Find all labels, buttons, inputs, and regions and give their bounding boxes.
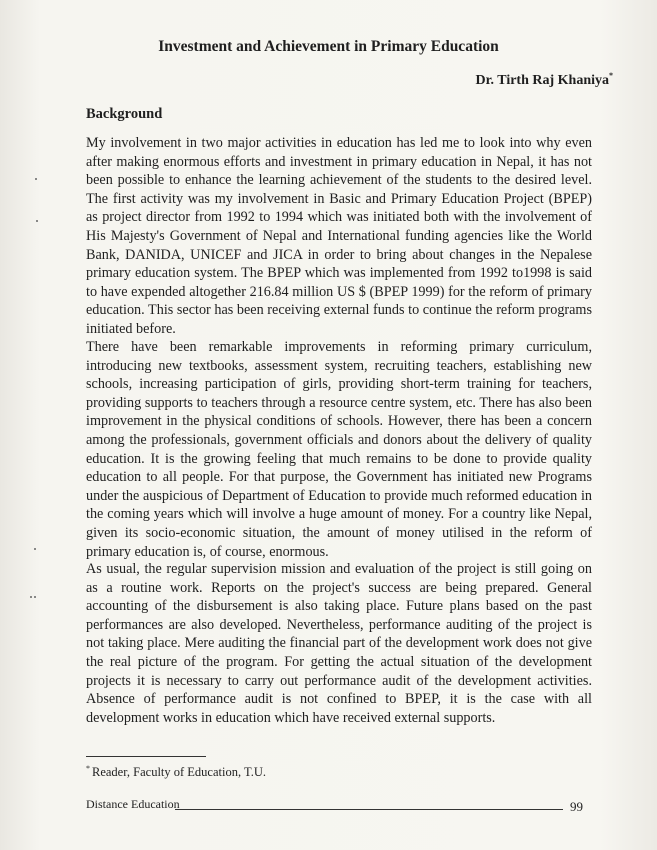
scan-speck xyxy=(34,548,36,550)
footnote-text: Reader, Faculty of Education, T.U. xyxy=(92,765,266,779)
paragraph-1: My involvement in two major activities in education has led me to look into why even after making enormous efforts and investment in primary education in Nepal, it has not been possible to enhance the learning achievement of the students to the desired level. The first activity was my involvement in Basic and Primary Education Project (BPEP) as project director from 1992 to 1994 which was initiated both with the involvement of His Majesty's Government of Nepal and International funding agencies like the World Bank, DANIDA, UNICEF and JICA in order to bring about changes in the Nepalese primary education system. The BPEP which was implemented from 1992 to1998 is said to have expended altogether 216.84 million US $ (BPEP 1999) for the reform of primary education. This sector has been receiving external funds to continue the reform programs initiated before. xyxy=(86,135,592,337)
author-name xyxy=(475,71,613,89)
footnote-mark: * xyxy=(86,764,90,773)
scan-speck xyxy=(35,178,37,180)
paragraph-2: There have been remarkable improvements in reforming primary curriculum, introducing new textbooks, assessment system, recruiting teachers, establishing new schools, increasing participation of girls, providing short-term training for teachers, providing supports to teachers through a resource centre system, etc. There has also been improvement in the physical conditions of schools. However, there has been a concern among the professionals, government officials and donors about the delivery of quality education. It is the growing feeling that much remains to be done to provide quality education to all people. For that purpose, the Government has initiated new Programs under the auspicious of Department of Education to provide much reformed education in the coming years which will involve a huge amount of money. For a country like Nepal, given its socio-economic situation, the amount of money utilised in the reform of primary education is, of course, enormous. xyxy=(86,339,592,560)
footnote-rule xyxy=(86,756,206,757)
footnote xyxy=(86,764,266,780)
section-heading: Background xyxy=(86,106,163,122)
scan-speck xyxy=(36,220,38,222)
author-name-text: Dr. Tirth Raj Khaniya xyxy=(475,73,609,88)
paragraph-3: As usual, the regular supervision mission and evaluation of the project is still going on as a routine work. Reports on the project's success are being prepared. General accounting of the disbursement is also taking place. Future plans based on the past performances are also developed. Nevertheless, performance auditing of the project is not taking place. Mere auditing the financial part of the development work does not give the real picture of the program. For getting the actual situation of the development projects it is necessary to carry out performance audit of the development activities. Absence of performance audit is not confined to BPEP, it is the case with all development works in education which have received external supports. xyxy=(86,561,592,726)
author-footnote-mark: * xyxy=(609,71,613,80)
page-number: 99 xyxy=(570,799,583,814)
scan-speck xyxy=(30,596,32,598)
scan-speck xyxy=(34,596,36,598)
footer-journal-name: Distance Education xyxy=(86,797,180,811)
article-title: Investment and Achievement in Primary Education xyxy=(158,38,499,55)
footer-rule xyxy=(175,809,563,810)
